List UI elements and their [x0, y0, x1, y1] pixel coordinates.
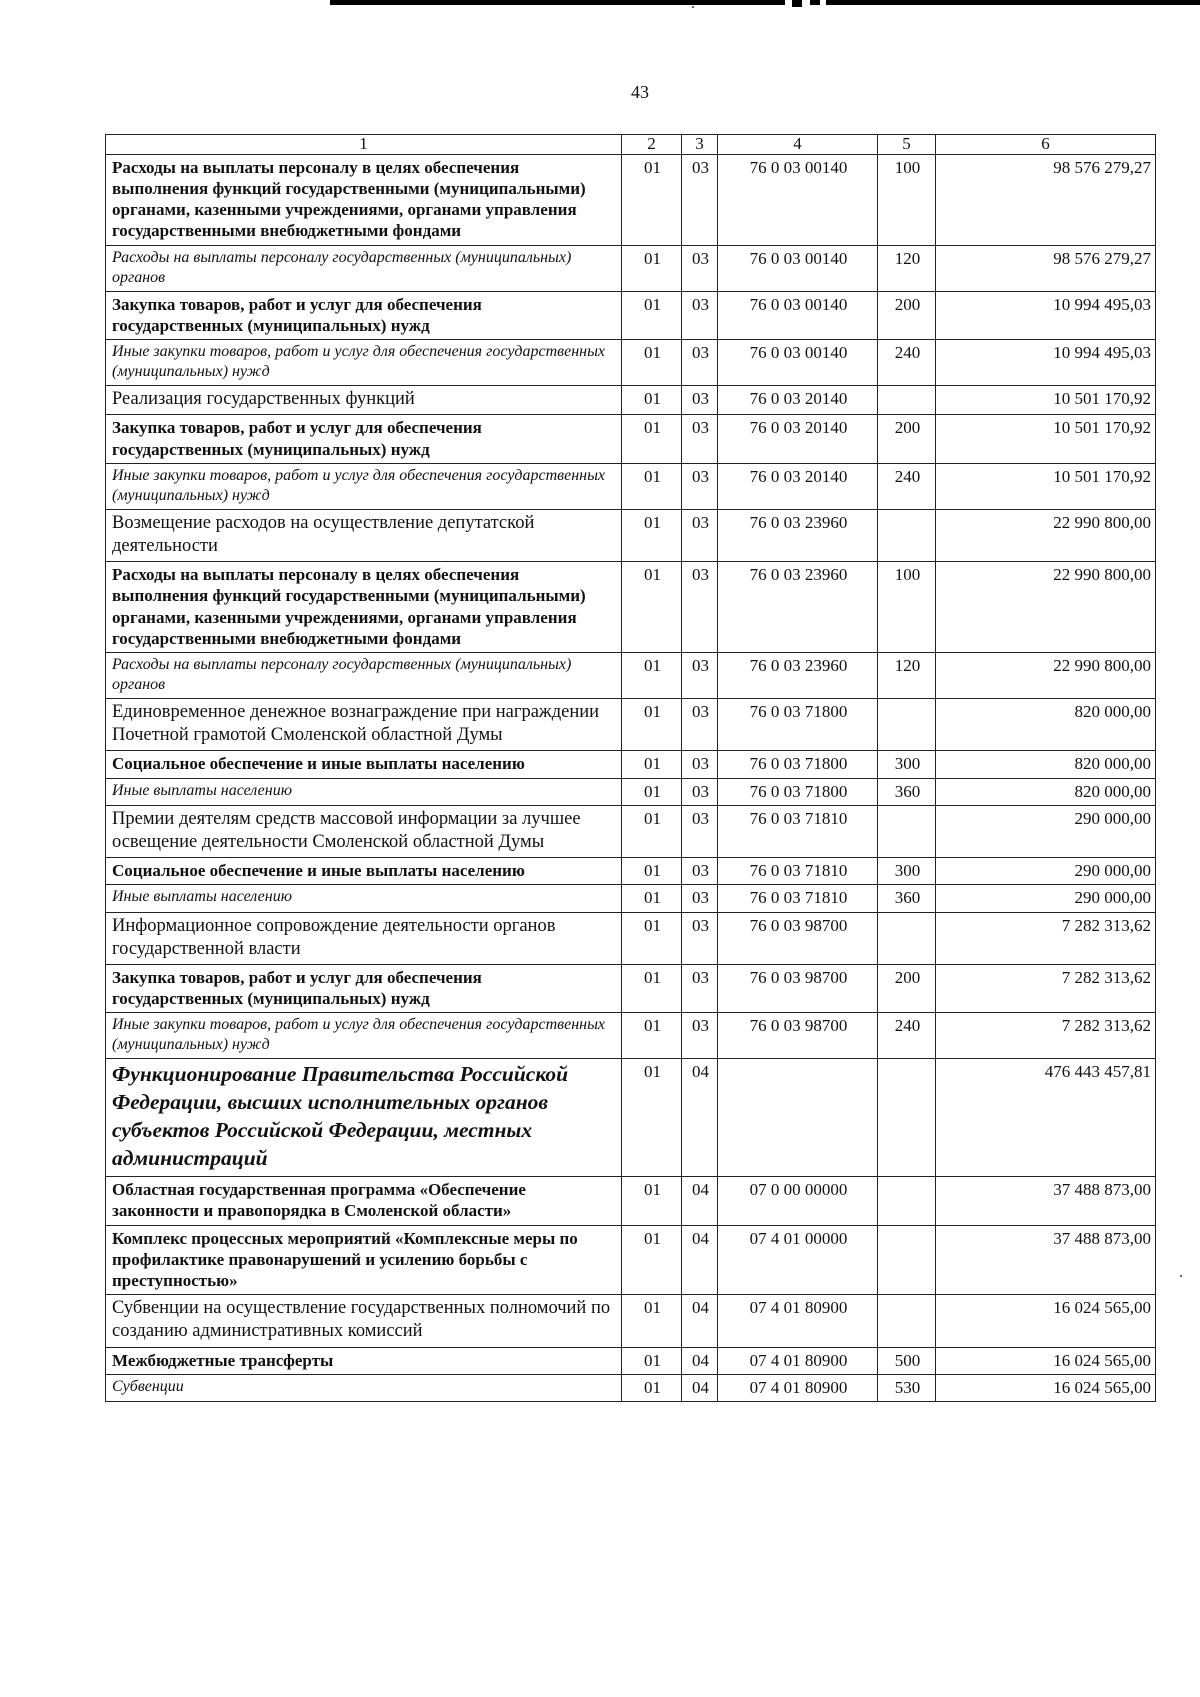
section-code-cell: 01	[622, 699, 682, 751]
table-row	[106, 291, 1156, 340]
expense-name-cell: Социальное обеспечение и иные выплаты населению	[106, 751, 622, 778]
expense-type-cell	[878, 1059, 936, 1177]
amount-cell: 820 000,00	[936, 778, 1156, 805]
expense-name-cell: Информационное сопровождение деятельности органов государственной власти	[106, 912, 622, 964]
expense-name-cell: Расходы на выплаты персоналу государственных (муниципальных) органов	[106, 245, 622, 291]
table-row	[106, 805, 1156, 857]
section-code-cell: 01	[622, 154, 682, 245]
section-code-cell: 01	[622, 245, 682, 291]
expense-name-cell: Расходы на выплаты персоналу государственных (муниципальных) органов	[106, 653, 622, 699]
subsection-code-cell: 03	[682, 699, 718, 751]
amount-cell: 16 024 565,00	[936, 1374, 1156, 1401]
section-code-cell: 01	[622, 751, 682, 778]
amount-cell: 290 000,00	[936, 858, 1156, 885]
subsection-code-cell: 03	[682, 291, 718, 340]
expense-type-cell: 360	[878, 778, 936, 805]
expense-name-cell: Иные закупки товаров, работ и услуг для обеспечения государственных (муниципальных) нужд	[106, 340, 622, 386]
amount-cell: 290 000,00	[936, 885, 1156, 912]
target-article-cell: 76 0 03 00140	[718, 291, 878, 340]
column-number-row	[106, 135, 1156, 155]
expense-name-cell: Иные закупки товаров, работ и услуг для обеспечения государственных (муниципальных) нужд	[106, 463, 622, 509]
section-code-cell: 01	[622, 1225, 682, 1295]
expense-name-cell: Реализация государственных функций	[106, 386, 622, 415]
target-article-cell: 76 0 03 98700	[718, 912, 878, 964]
expense-type-cell: 240	[878, 1013, 936, 1059]
target-article-cell: 76 0 03 71810	[718, 858, 878, 885]
amount-cell: 16 024 565,00	[936, 1347, 1156, 1374]
expense-type-cell	[878, 1177, 936, 1226]
section-code-cell: 01	[622, 1347, 682, 1374]
expense-type-cell: 100	[878, 562, 936, 653]
budget-table-container	[105, 134, 1155, 1402]
section-code-cell: 01	[622, 1013, 682, 1059]
expense-name-cell: Комплекс процессных мероприятий «Комплексные меры по профилактике правонарушений и усилению борьбы с преступностью»	[106, 1225, 622, 1295]
table-row	[106, 1347, 1156, 1374]
target-article-cell: 76 0 03 71810	[718, 805, 878, 857]
expense-type-cell	[878, 699, 936, 751]
expense-type-cell	[878, 912, 936, 964]
target-article-cell: 07 4 01 80900	[718, 1295, 878, 1347]
target-article-cell: 76 0 03 98700	[718, 964, 878, 1013]
amount-cell: 290 000,00	[936, 805, 1156, 857]
section-code-cell: 01	[622, 1374, 682, 1401]
expense-name-cell: Закупка товаров, работ и услуг для обеспечения государственных (муниципальных) нужд	[106, 964, 622, 1013]
target-article-cell: 76 0 03 23960	[718, 562, 878, 653]
subsection-code-cell: 03	[682, 340, 718, 386]
expense-name-cell: Закупка товаров, работ и услуг для обеспечения государственных (муниципальных) нужд	[106, 291, 622, 340]
expense-type-cell: 200	[878, 415, 936, 464]
expense-type-cell: 360	[878, 885, 936, 912]
amount-cell: 7 282 313,62	[936, 964, 1156, 1013]
expense-type-cell	[878, 1225, 936, 1295]
table-row	[106, 562, 1156, 653]
expense-name-cell: Функционирование Правительства Российской Федерации, высших исполнительных органов субъектов Российской Федерации, местных администраций	[106, 1059, 622, 1177]
expense-type-cell: 240	[878, 340, 936, 386]
table-row	[106, 778, 1156, 805]
subsection-code-cell: 04	[682, 1347, 718, 1374]
section-code-cell: 01	[622, 562, 682, 653]
table-row	[106, 858, 1156, 885]
section-code-cell: 01	[622, 805, 682, 857]
column-header: 5	[878, 135, 936, 155]
table-row	[106, 912, 1156, 964]
table-row	[106, 340, 1156, 386]
expense-name-cell: Иные выплаты населению	[106, 885, 622, 912]
amount-cell: 7 282 313,62	[936, 1013, 1156, 1059]
subsection-code-cell: 04	[682, 1059, 718, 1177]
amount-cell: 22 990 800,00	[936, 562, 1156, 653]
section-code-cell: 01	[622, 291, 682, 340]
table-row	[106, 653, 1156, 699]
expense-type-cell: 530	[878, 1374, 936, 1401]
table-row	[106, 1295, 1156, 1347]
amount-cell: 98 576 279,27	[936, 154, 1156, 245]
expense-name-cell: Единовременное денежное вознаграждение при награждении Почетной грамотой Смоленской областной Думы	[106, 699, 622, 751]
scan-top-edge-mark	[826, 0, 1200, 5]
expense-name-cell: Закупка товаров, работ и услуг для обеспечения государственных (муниципальных) нужд	[106, 415, 622, 464]
table-row	[106, 245, 1156, 291]
expense-type-cell	[878, 386, 936, 415]
table-row	[106, 885, 1156, 912]
amount-cell: 820 000,00	[936, 699, 1156, 751]
scan-top-edge-mark	[792, 0, 802, 7]
expense-type-cell	[878, 509, 936, 561]
target-article-cell: 76 0 03 98700	[718, 1013, 878, 1059]
table-row	[106, 415, 1156, 464]
table-row	[106, 1374, 1156, 1401]
amount-cell: 820 000,00	[936, 751, 1156, 778]
expense-type-cell	[878, 805, 936, 857]
table-row	[106, 1059, 1156, 1177]
scan-speck	[692, 6, 694, 8]
subsection-code-cell: 03	[682, 509, 718, 561]
target-article-cell: 76 0 03 20140	[718, 415, 878, 464]
target-article-cell: 76 0 03 00140	[718, 245, 878, 291]
table-row	[106, 964, 1156, 1013]
subsection-code-cell: 03	[682, 912, 718, 964]
table-row	[106, 154, 1156, 245]
subsection-code-cell: 03	[682, 751, 718, 778]
table-row	[106, 1013, 1156, 1059]
expense-name-cell: Расходы на выплаты персоналу в целях обеспечения выполнения функций государственными (муниципальными) органами, казенными учреждениями, органами управления государственными внебюджетными фондами	[106, 562, 622, 653]
subsection-code-cell: 03	[682, 805, 718, 857]
expense-type-cell: 300	[878, 751, 936, 778]
amount-cell: 10 994 495,03	[936, 340, 1156, 386]
column-header: 6	[936, 135, 1156, 155]
section-code-cell: 01	[622, 858, 682, 885]
amount-cell: 98 576 279,27	[936, 245, 1156, 291]
column-header: 3	[682, 135, 718, 155]
subsection-code-cell: 03	[682, 245, 718, 291]
budget-table-body	[106, 135, 1156, 1402]
subsection-code-cell: 04	[682, 1177, 718, 1226]
expense-name-cell: Субвенции	[106, 1374, 622, 1401]
target-article-cell: 76 0 03 71800	[718, 751, 878, 778]
section-code-cell: 01	[622, 415, 682, 464]
target-article-cell: 76 0 03 00140	[718, 154, 878, 245]
expense-name-cell: Возмещение расходов на осуществление депутатской деятельности	[106, 509, 622, 561]
expense-name-cell: Иные закупки товаров, работ и услуг для обеспечения государственных (муниципальных) нужд	[106, 1013, 622, 1059]
scan-top-edge-mark	[330, 0, 785, 5]
section-code-cell: 01	[622, 912, 682, 964]
amount-cell: 37 488 873,00	[936, 1177, 1156, 1226]
subsection-code-cell: 03	[682, 1013, 718, 1059]
expense-name-cell: Премии деятелям средств массовой информации за лучшее освещение деятельности Смоленской областной Думы	[106, 805, 622, 857]
table-row	[106, 1225, 1156, 1295]
target-article-cell: 76 0 03 71800	[718, 699, 878, 751]
target-article-cell: 76 0 03 00140	[718, 340, 878, 386]
section-code-cell: 01	[622, 386, 682, 415]
target-article-cell: 76 0 03 71810	[718, 885, 878, 912]
subsection-code-cell: 03	[682, 415, 718, 464]
section-code-cell: 01	[622, 340, 682, 386]
target-article-cell: 76 0 03 20140	[718, 386, 878, 415]
target-article-cell: 76 0 03 23960	[718, 653, 878, 699]
expense-type-cell	[878, 1295, 936, 1347]
section-code-cell: 01	[622, 653, 682, 699]
expense-type-cell: 300	[878, 858, 936, 885]
section-code-cell: 01	[622, 1059, 682, 1177]
subsection-code-cell: 03	[682, 858, 718, 885]
column-header: 1	[106, 135, 622, 155]
page-number: 43	[631, 82, 649, 102]
amount-cell: 10 994 495,03	[936, 291, 1156, 340]
amount-cell: 10 501 170,92	[936, 386, 1156, 415]
target-article-cell: 76 0 03 20140	[718, 463, 878, 509]
amount-cell: 22 990 800,00	[936, 509, 1156, 561]
amount-cell: 22 990 800,00	[936, 653, 1156, 699]
expense-type-cell: 200	[878, 291, 936, 340]
amount-cell: 37 488 873,00	[936, 1225, 1156, 1295]
target-article-cell: 76 0 03 71800	[718, 778, 878, 805]
amount-cell: 16 024 565,00	[936, 1295, 1156, 1347]
subsection-code-cell: 03	[682, 778, 718, 805]
budget-table	[105, 134, 1156, 1402]
table-row	[106, 509, 1156, 561]
table-row	[106, 463, 1156, 509]
section-code-cell: 01	[622, 885, 682, 912]
table-row	[106, 386, 1156, 415]
subsection-code-cell: 04	[682, 1374, 718, 1401]
section-code-cell: 01	[622, 1295, 682, 1347]
section-code-cell: 01	[622, 463, 682, 509]
column-header: 2	[622, 135, 682, 155]
expense-name-cell: Иные выплаты населению	[106, 778, 622, 805]
expense-type-cell: 240	[878, 463, 936, 509]
table-row	[106, 1177, 1156, 1226]
expense-type-cell: 120	[878, 245, 936, 291]
target-article-cell: 07 0 00 00000	[718, 1177, 878, 1226]
table-row	[106, 699, 1156, 751]
section-code-cell: 01	[622, 964, 682, 1013]
subsection-code-cell: 03	[682, 463, 718, 509]
target-article-cell	[718, 1059, 878, 1177]
target-article-cell: 76 0 03 23960	[718, 509, 878, 561]
target-article-cell: 07 4 01 00000	[718, 1225, 878, 1295]
target-article-cell: 07 4 01 80900	[718, 1374, 878, 1401]
amount-cell: 476 443 457,81	[936, 1059, 1156, 1177]
expense-name-cell: Расходы на выплаты персоналу в целях обеспечения выполнения функций государственными (муниципальными) органами, казенными учреждениями, органами управления государственными внебюджетными фондами	[106, 154, 622, 245]
subsection-code-cell: 04	[682, 1225, 718, 1295]
expense-name-cell: Социальное обеспечение и иные выплаты населению	[106, 858, 622, 885]
subsection-code-cell: 03	[682, 154, 718, 245]
subsection-code-cell: 03	[682, 562, 718, 653]
column-header: 4	[718, 135, 878, 155]
table-row	[106, 751, 1156, 778]
amount-cell: 10 501 170,92	[936, 415, 1156, 464]
expense-type-cell: 100	[878, 154, 936, 245]
section-code-cell: 01	[622, 778, 682, 805]
target-article-cell: 07 4 01 80900	[718, 1347, 878, 1374]
scan-top-edge-mark	[810, 0, 820, 5]
subsection-code-cell: 04	[682, 1295, 718, 1347]
subsection-code-cell: 03	[682, 386, 718, 415]
scan-speck	[1180, 1275, 1182, 1277]
expense-type-cell: 120	[878, 653, 936, 699]
amount-cell: 10 501 170,92	[936, 463, 1156, 509]
subsection-code-cell: 03	[682, 653, 718, 699]
amount-cell: 7 282 313,62	[936, 912, 1156, 964]
expense-name-cell: Межбюджетные трансферты	[106, 1347, 622, 1374]
expense-type-cell: 500	[878, 1347, 936, 1374]
section-code-cell: 01	[622, 509, 682, 561]
expense-type-cell: 200	[878, 964, 936, 1013]
subsection-code-cell: 03	[682, 885, 718, 912]
section-code-cell: 01	[622, 1177, 682, 1226]
expense-name-cell: Субвенции на осуществление государственных полномочий по созданию административных комиссий	[106, 1295, 622, 1347]
subsection-code-cell: 03	[682, 964, 718, 1013]
expense-name-cell: Областная государственная программа «Обеспечение законности и правопорядка в Смоленской области»	[106, 1177, 622, 1226]
